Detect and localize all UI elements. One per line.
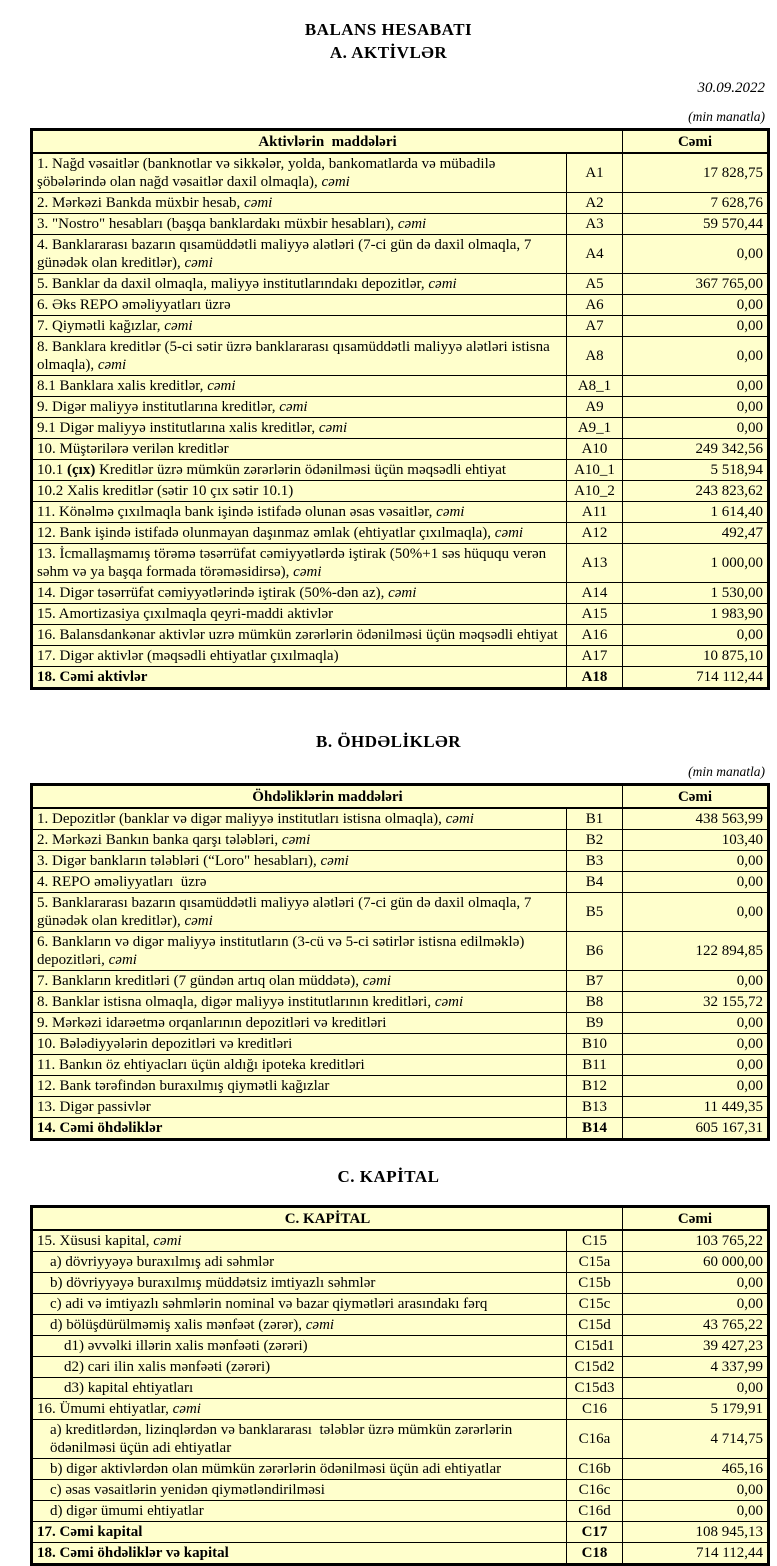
row-label: c) adi və imtiyazlı səhmlərin nominal və bazar qiymətləri arasındakı fərq	[32, 1294, 567, 1315]
row-value: 122 894,85	[623, 932, 769, 971]
row-code: A2	[567, 193, 623, 214]
table-header	[32, 130, 769, 154]
table-row	[32, 932, 769, 971]
row-code: B14	[567, 1118, 623, 1140]
row-code: C15d3	[567, 1378, 623, 1399]
row-value: 4 714,75	[623, 1420, 769, 1459]
row-label: 4. REPO əməliyyatları üzrə	[32, 872, 567, 893]
row-code: A11	[567, 502, 623, 523]
row-label: 10.1 (çıx) Kreditlər üzrə mümkün zərərlərin ödənilməsi üçün məqsədli ehtiyat	[32, 460, 567, 481]
row-value: 39 427,23	[623, 1336, 769, 1357]
table-row	[32, 646, 769, 667]
table-row	[32, 1230, 769, 1252]
row-code: B4	[567, 872, 623, 893]
row-code: C16d	[567, 1501, 623, 1522]
table-row	[32, 544, 769, 583]
row-label: 11. Könəlmə çıxılmaqla bank işində istifadə olunan əsas vəsaitlər, cəmi	[32, 502, 567, 523]
row-value: 7 628,76	[623, 193, 769, 214]
row-code: A8	[567, 337, 623, 376]
table-row	[32, 1076, 769, 1097]
row-value: 1 000,00	[623, 544, 769, 583]
table-row	[32, 214, 769, 235]
row-label: c) əsas vəsaitlərin yenidən qiymətləndirilməsi	[32, 1480, 567, 1501]
col-header-total: Cəmi	[623, 1207, 769, 1231]
row-value: 1 614,40	[623, 502, 769, 523]
row-code: A10_1	[567, 460, 623, 481]
table-row	[32, 1118, 769, 1140]
table-row	[32, 193, 769, 214]
table-row	[32, 1294, 769, 1315]
row-code: A9	[567, 397, 623, 418]
row-value: 108 945,13	[623, 1522, 769, 1543]
row-label: 8. Banklar istisna olmaqla, digər maliyyə institutlarının kreditləri, cəmi	[32, 992, 567, 1013]
table-row	[32, 523, 769, 544]
row-label: b) dövriyyəyə buraxılmış müddətsiz imtiyazlı səhmlər	[32, 1273, 567, 1294]
table-row	[32, 893, 769, 932]
row-value: 0,00	[623, 295, 769, 316]
row-value: 714 112,44	[623, 667, 769, 689]
table-row	[32, 1501, 769, 1522]
table-body	[32, 808, 769, 1140]
row-value: 714 112,44	[623, 1543, 769, 1565]
row-code: C16	[567, 1399, 623, 1420]
row-label: 7. Bankların kreditləri (7 gündən artıq olan müddətə), cəmi	[32, 971, 567, 992]
table-row	[32, 1378, 769, 1399]
row-label: 12. Bank işində istifadə olunmayan daşınmaz əmlak (ehtiyatlar çıxılmaqla), cəmi	[32, 523, 567, 544]
table-row	[32, 1459, 769, 1480]
row-code: B6	[567, 932, 623, 971]
row-value: 0,00	[623, 316, 769, 337]
table-row	[32, 808, 769, 830]
table-row	[32, 418, 769, 439]
row-label: 1. Nağd vəsaitlər (banknotlar və sikkələr, yolda, bankomatlarda və mübadilə şöbələrində olan nağd vəsaitlər daxil olmaqla), cəmi	[32, 153, 567, 193]
row-label: 4. Banklararası bazarın qısamüddətli maliyyə alətləri (7-ci gün də daxil olmaqla, 7 günədək olan kreditlər), cəmi	[32, 235, 567, 274]
row-label: 9. Mərkəzi idarəetmə orqanlarının depozitləri və kreditləri	[32, 1013, 567, 1034]
row-code: C17	[567, 1522, 623, 1543]
row-code: A10_2	[567, 481, 623, 502]
row-value: 32 155,72	[623, 992, 769, 1013]
row-label: 17. Cəmi kapital	[32, 1522, 567, 1543]
row-code: A15	[567, 604, 623, 625]
row-value: 0,00	[623, 971, 769, 992]
row-code: C15d1	[567, 1336, 623, 1357]
row-code: C15a	[567, 1252, 623, 1273]
row-value: 4 337,99	[623, 1357, 769, 1378]
row-label: d2) cari ilin xalis mənfəəti (zərəri)	[32, 1357, 567, 1378]
row-value: 465,16	[623, 1459, 769, 1480]
row-label: 8. Banklara kreditlər (5-ci sətir üzrə banklararası qısamüddətli maliyyə alətləri istisna olmaqla), cəmi	[32, 337, 567, 376]
header-row	[32, 785, 769, 809]
row-value: 103 765,22	[623, 1230, 769, 1252]
row-value: 0,00	[623, 893, 769, 932]
row-code: B8	[567, 992, 623, 1013]
row-code: C15	[567, 1230, 623, 1252]
row-code: A16	[567, 625, 623, 646]
row-value: 0,00	[623, 1076, 769, 1097]
row-value: 17 828,75	[623, 153, 769, 193]
row-label: 3. Digər bankların tələbləri (“Loro" hesabları), cəmi	[32, 851, 567, 872]
row-label: 5. Banklararası bazarın qısamüddətli maliyyə alətləri (7-ci gün də daxil olmaqla, 7 günədək olan kreditlər), cəmi	[32, 893, 567, 932]
table-row	[32, 583, 769, 604]
table-row	[32, 1480, 769, 1501]
row-value: 438 563,99	[623, 808, 769, 830]
col-header-total: Cəmi	[623, 785, 769, 809]
row-label: 15. Amortizasiya çıxılmaqla qeyri-maddi aktivlər	[32, 604, 567, 625]
report-date: 30.09.2022	[697, 80, 765, 96]
row-label: 5. Banklar da daxil olmaqla, maliyyə institutlarındakı depozitlər, cəmi	[32, 274, 567, 295]
row-code: B1	[567, 808, 623, 830]
row-label: a) kreditlərdən, lizinqlərdən və banklararası tələblər üzrə mümkün zərərlərin ödənilməsi üçün adi ehtiyatlar	[32, 1420, 567, 1459]
row-label: 18. Cəmi aktivlər	[32, 667, 567, 689]
row-label: a) dövriyyəyə buraxılmış adi səhmlər	[32, 1252, 567, 1273]
table-row	[32, 502, 769, 523]
row-value: 0,00	[623, 418, 769, 439]
row-label: 15. Xüsusi kapital, cəmi	[32, 1230, 567, 1252]
row-value: 0,00	[623, 235, 769, 274]
row-value: 103,40	[623, 830, 769, 851]
row-value: 0,00	[623, 1294, 769, 1315]
report-title: BALANS HESABATI	[304, 20, 473, 39]
table-row	[32, 1013, 769, 1034]
units-note: (min manatla)	[688, 764, 765, 779]
row-code: C16b	[567, 1459, 623, 1480]
section-heading: B. ÖHDƏLİKLƏR	[316, 732, 461, 751]
row-value: 0,00	[623, 1013, 769, 1034]
row-label: 16. Balansdankənar aktivlər uzrə mümkün zərərlərin ödənilməsi üçün məqsədli ehtiyat	[32, 625, 567, 646]
row-label: 9. Digər maliyyə institutlarına kreditlər, cəmi	[32, 397, 567, 418]
table-row	[32, 274, 769, 295]
row-code: A9_1	[567, 418, 623, 439]
col-header-items: Aktivlərin maddələri	[32, 130, 623, 154]
table-row	[32, 397, 769, 418]
units-note: (min manatla)	[688, 109, 765, 124]
table-row	[32, 376, 769, 397]
row-code: A10	[567, 439, 623, 460]
row-label: d1) əvvəlki illərin xalis mənfəəti (zərəri)	[32, 1336, 567, 1357]
row-label: 14. Digər təsərrüfat cəmiyyətlərində iştirak (50%-dən az), cəmi	[32, 583, 567, 604]
row-value: 0,00	[623, 1501, 769, 1522]
row-label: 8.1 Banklara xalis kreditlər, cəmi	[32, 376, 567, 397]
row-value: 0,00	[623, 1273, 769, 1294]
table-row	[32, 1252, 769, 1273]
row-value: 492,47	[623, 523, 769, 544]
row-code: A14	[567, 583, 623, 604]
table-row	[32, 1399, 769, 1420]
table-row	[32, 667, 769, 689]
row-code: C15d2	[567, 1357, 623, 1378]
row-code: B12	[567, 1076, 623, 1097]
table-row	[32, 153, 769, 193]
table-row	[32, 295, 769, 316]
balance-table	[30, 1205, 770, 1566]
table-row	[32, 316, 769, 337]
report-sections	[0, 109, 777, 1566]
row-label: 6. Əks REPO əməliyyatları üzrə	[32, 295, 567, 316]
table-body	[32, 1230, 769, 1565]
row-code: C15c	[567, 1294, 623, 1315]
row-code: A1	[567, 153, 623, 193]
row-label: d3) kapital ehtiyatları	[32, 1378, 567, 1399]
row-label: b) digər aktivlərdən olan mümkün zərərlərin ödənilməsi üçün adi ehtiyatlar	[32, 1459, 567, 1480]
row-label: 18. Cəmi öhdəliklər və kapital	[32, 1543, 567, 1565]
row-label: 2. Mərkəzi Bankda müxbir hesab, cəmi	[32, 193, 567, 214]
row-value: 249 342,56	[623, 439, 769, 460]
row-value: 0,00	[623, 625, 769, 646]
row-code: A8_1	[567, 376, 623, 397]
row-value: 605 167,31	[623, 1118, 769, 1140]
table-row	[32, 1315, 769, 1336]
row-value: 59 570,44	[623, 214, 769, 235]
table-row	[32, 1522, 769, 1543]
col-header-items: Öhdəliklərin maddələri	[32, 785, 623, 809]
row-label: 17. Digər aktivlər (məqsədli ehtiyatlar çıxılmaqla)	[32, 646, 567, 667]
row-value: 0,00	[623, 872, 769, 893]
row-value: 0,00	[623, 851, 769, 872]
row-code: A18	[567, 667, 623, 689]
row-value: 0,00	[623, 397, 769, 418]
row-code: A17	[567, 646, 623, 667]
row-code: B5	[567, 893, 623, 932]
row-label: 10.2 Xalis kreditlər (sətir 10 çıx sətir 10.1)	[32, 481, 567, 502]
section-heading: C. KAPİTAL	[337, 1167, 440, 1186]
row-code: A5	[567, 274, 623, 295]
row-value: 1 983,90	[623, 604, 769, 625]
table-row	[32, 1336, 769, 1357]
row-label: 13. İcmallaşmamış törəmə təsərrüfat cəmiyyətlərdə iştirak (50%+1 səs hüququ verən səhm və ya başqa formada törəməsidirsə), cəmi	[32, 544, 567, 583]
row-label: 16. Ümumi ehtiyatlar, cəmi	[32, 1399, 567, 1420]
row-value: 43 765,22	[623, 1315, 769, 1336]
table-row	[32, 481, 769, 502]
row-code: A4	[567, 235, 623, 274]
row-label: 13. Digər passivlər	[32, 1097, 567, 1118]
row-label: 2. Mərkəzi Bankın banka qarşı tələbləri, cəmi	[32, 830, 567, 851]
table-row	[32, 1357, 769, 1378]
col-header-items: C. KAPİTAL	[32, 1207, 623, 1231]
row-label: 3. "Nostro" hesabları (başqa banklardakı müxbir hesabları), cəmi	[32, 214, 567, 235]
row-label: 10. Müştərilərə verilən kreditlər	[32, 439, 567, 460]
table-row	[32, 460, 769, 481]
table-row	[32, 992, 769, 1013]
row-value: 10 875,10	[623, 646, 769, 667]
table-header	[32, 785, 769, 809]
row-code: C16c	[567, 1480, 623, 1501]
table-row	[32, 1420, 769, 1459]
table-row	[32, 439, 769, 460]
table-header	[32, 1207, 769, 1231]
balance-table	[30, 783, 770, 1141]
row-value: 5 518,94	[623, 460, 769, 481]
table-row	[32, 1097, 769, 1118]
balance-table	[30, 128, 770, 690]
row-code: A13	[567, 544, 623, 583]
row-label: d) digər ümumi ehtiyatlar	[32, 1501, 567, 1522]
row-label: d) bölüşdürülməmiş xalis mənfəət (zərər), cəmi	[32, 1315, 567, 1336]
row-code: A7	[567, 316, 623, 337]
table-row	[32, 1034, 769, 1055]
table-row	[32, 337, 769, 376]
table-row	[32, 235, 769, 274]
row-label: 12. Bank tərəfindən buraxılmış qiymətli kağızlar	[32, 1076, 567, 1097]
row-code: A12	[567, 523, 623, 544]
section-a-title: A. AKTİVLƏR	[329, 43, 448, 62]
table-row	[32, 604, 769, 625]
header-row	[32, 1207, 769, 1231]
row-value: 0,00	[623, 1055, 769, 1076]
row-label: 1. Depozitlər (banklar və digər maliyyə institutları istisna olmaqla), cəmi	[32, 808, 567, 830]
row-value: 0,00	[623, 376, 769, 397]
table-row	[32, 971, 769, 992]
table-row	[32, 625, 769, 646]
row-value: 0,00	[623, 1034, 769, 1055]
row-code: B2	[567, 830, 623, 851]
row-code: B13	[567, 1097, 623, 1118]
table-row	[32, 830, 769, 851]
row-label: 11. Bankın öz ehtiyacları üçün aldığı ipoteka kreditləri	[32, 1055, 567, 1076]
col-header-total: Cəmi	[623, 130, 769, 154]
row-value: 11 449,35	[623, 1097, 769, 1118]
row-code: B11	[567, 1055, 623, 1076]
row-value: 0,00	[623, 337, 769, 376]
row-code: C15d	[567, 1315, 623, 1336]
row-code: C18	[567, 1543, 623, 1565]
row-code: B9	[567, 1013, 623, 1034]
row-code: B7	[567, 971, 623, 992]
row-label: 6. Bankların və digər maliyyə institutların (3-cü və 5-ci sətirlər istisna edilməklə) depozitləri, cəmi	[32, 932, 567, 971]
row-label: 14. Cəmi öhdəliklər	[32, 1118, 567, 1140]
table-row	[32, 872, 769, 893]
header-row	[32, 130, 769, 154]
row-code: C15b	[567, 1273, 623, 1294]
row-code: A3	[567, 214, 623, 235]
table-row	[32, 1055, 769, 1076]
row-value: 5 179,91	[623, 1399, 769, 1420]
table-row	[32, 851, 769, 872]
row-value: 1 530,00	[623, 583, 769, 604]
row-value: 0,00	[623, 1378, 769, 1399]
table-body	[32, 153, 769, 689]
row-value: 0,00	[623, 1480, 769, 1501]
table-row	[32, 1543, 769, 1565]
row-code: B3	[567, 851, 623, 872]
row-label: 7. Qiymətli kağızlar, cəmi	[32, 316, 567, 337]
table-row	[32, 1273, 769, 1294]
row-value: 243 823,62	[623, 481, 769, 502]
row-value: 367 765,00	[623, 274, 769, 295]
row-label: 10. Bələdiyyələrin depozitləri və kreditləri	[32, 1034, 567, 1055]
row-label: 9.1 Digər maliyyə institutlarına xalis kreditlər, cəmi	[32, 418, 567, 439]
row-code: A6	[567, 295, 623, 316]
row-code: B10	[567, 1034, 623, 1055]
row-value: 60 000,00	[623, 1252, 769, 1273]
row-code: C16a	[567, 1420, 623, 1459]
